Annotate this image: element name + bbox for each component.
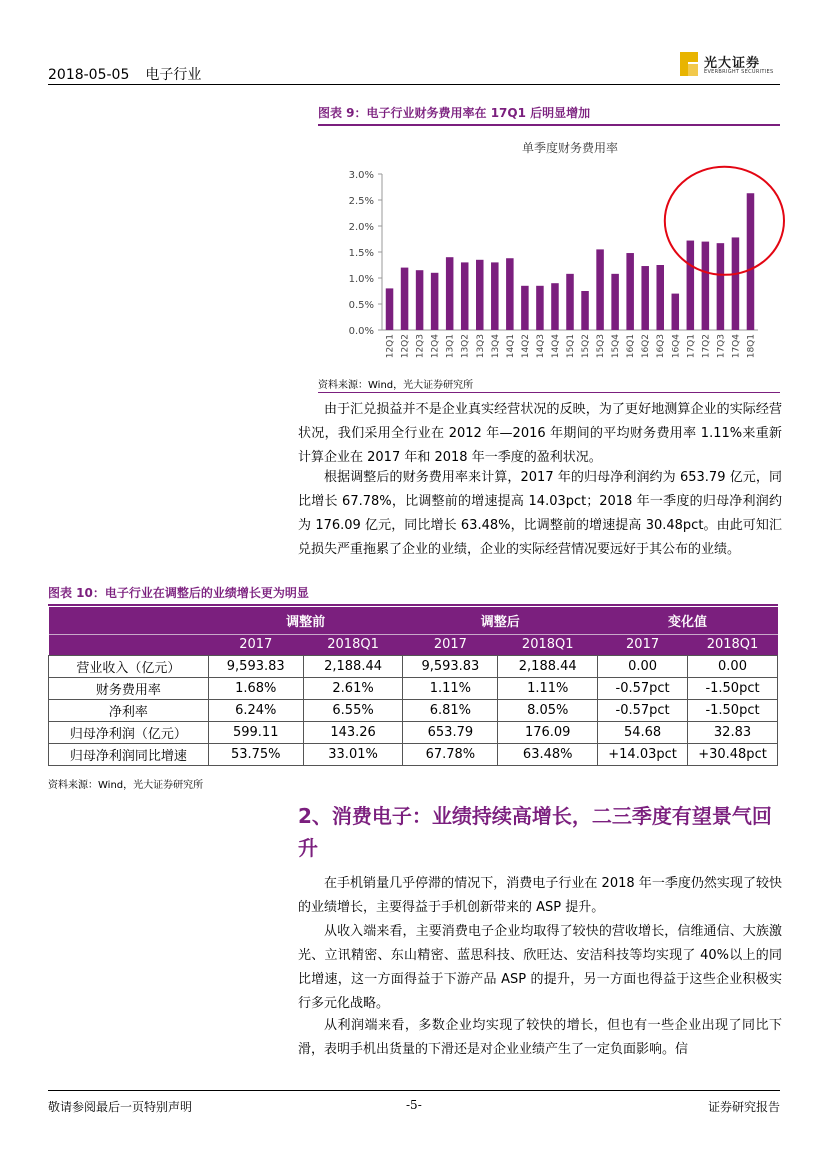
group-header-before: 调整前 <box>208 607 403 634</box>
section-2-title: 2、消费电子：业绩持续高增长，二三季度有望景气回升 <box>298 804 772 860</box>
paragraph-1: 由于汇兑损益并不是企业真实经营状况的反映，为了更好地测算企业的实际经营状况，我们采用全行业在 2012 年—2016 年期间的平均财务费用率 1.11%来重新计算企业在 2017 年和 2018 年一季度的盈利状况。 <box>298 402 782 465</box>
x-tick-label: 14Q3 <box>535 334 546 359</box>
row-label: 归母净利润（亿元） <box>49 721 209 743</box>
bar <box>596 249 604 330</box>
row-label: 财务费用率 <box>49 677 209 699</box>
x-tick-label: 15Q1 <box>566 334 576 359</box>
bar-chart <box>318 130 788 370</box>
table-cell: 1.11% <box>498 677 598 699</box>
paragraph-3: 在手机销量几乎停滞的情况下，消费电子行业在 2018 年一季度仍然实现了较快的业绩增长，主要得益于手机创新带来的 ASP 提升。 <box>298 876 782 915</box>
table-cell: 1.11% <box>403 677 498 699</box>
table-cell: +30.48pct <box>688 743 778 765</box>
figure10-source: 资料来源：Wind，光大证券研究所 <box>48 780 204 791</box>
x-tick-label: 14Q4 <box>550 334 561 359</box>
x-tick-label: 16Q4 <box>671 334 682 359</box>
figure10-table <box>48 607 778 766</box>
bar <box>461 262 469 330</box>
table-cell: 54.68 <box>598 721 688 743</box>
group-header-change: 变化值 <box>598 607 778 634</box>
x-tick-label: 14Q1 <box>505 334 516 359</box>
y-tick-label: 1.0% <box>348 274 374 285</box>
x-tick-label: 13Q1 <box>445 334 456 359</box>
table-cell: 67.78% <box>403 743 498 765</box>
table-corner <box>49 607 209 634</box>
footer-report-type: 证券研究报告 <box>707 1100 780 1114</box>
table-row <box>49 655 778 677</box>
everbright-logo <box>680 50 780 80</box>
x-tick-label: 17Q3 <box>716 334 727 359</box>
table-cell: 1.68% <box>208 677 303 699</box>
table-cell: 2,188.44 <box>303 655 403 677</box>
table-cell: 143.26 <box>303 721 403 743</box>
table-cell: -1.50pct <box>688 677 778 699</box>
table-cell: +14.03pct <box>598 743 688 765</box>
subheader: 2018Q1 <box>688 634 778 655</box>
y-tick-label: 2.0% <box>348 222 374 233</box>
bar <box>566 274 574 330</box>
table-cell: -0.57pct <box>598 677 688 699</box>
table-cell: 0.00 <box>688 655 778 677</box>
bar <box>672 294 680 330</box>
x-tick-label: 12Q2 <box>400 334 411 359</box>
table-row <box>49 699 778 721</box>
y-tick-label: 0.0% <box>348 326 374 337</box>
x-tick-label: 13Q2 <box>460 334 471 359</box>
bar <box>687 241 695 330</box>
table-cell: -0.57pct <box>598 699 688 721</box>
x-tick-label: 17Q1 <box>686 334 697 359</box>
y-tick-label: 2.5% <box>348 196 374 207</box>
logo-cn-text: 光大证券 <box>704 56 761 71</box>
page-header <box>48 42 780 88</box>
logo-en-text: EVERBRIGHT SECURITIES <box>704 69 774 75</box>
table-cell: 8.05% <box>498 699 598 721</box>
bar <box>702 242 710 330</box>
bar <box>491 262 499 330</box>
table-cell: 2.61% <box>303 677 403 699</box>
x-tick-label: 13Q3 <box>475 334 486 359</box>
y-tick-label: 1.5% <box>348 248 374 259</box>
group-header-after: 调整后 <box>403 607 598 634</box>
bar <box>431 273 439 330</box>
x-tick-label: 12Q4 <box>430 334 441 359</box>
table-cell: 653.79 <box>403 721 498 743</box>
x-tick-label: 17Q4 <box>731 334 742 359</box>
row-label: 营业收入（亿元） <box>49 655 209 677</box>
table-cell: 6.81% <box>403 699 498 721</box>
bar <box>386 288 394 330</box>
chart-title: 单季度财务费用率 <box>521 141 619 155</box>
bar <box>656 265 664 330</box>
x-tick-label: 13Q4 <box>490 334 501 359</box>
x-tick-label: 12Q3 <box>415 334 426 359</box>
table-row <box>49 677 778 699</box>
row-label: 净利率 <box>49 699 209 721</box>
table-cell: 0.00 <box>598 655 688 677</box>
paragraph-4: 从收入端来看，主要消费电子企业均取得了较快的营收增长，信维通信、大族激光、立讯精密、东山精密、蓝思科技、欣旺达、安洁科技等均实现了 40%以上的同比增速，这一方面得益于下游产品 ASP 的提升，另一方面也得益于这些企业积极实行多元化战略。 <box>298 924 782 1011</box>
bar <box>476 260 484 330</box>
figure9-source: 资料来源：Wind，光大证券研究所 <box>318 380 474 391</box>
x-tick-label: 15Q2 <box>581 334 592 359</box>
table-cell: -1.50pct <box>688 699 778 721</box>
subheader: 2018Q1 <box>303 634 403 655</box>
footer-rule <box>48 1090 780 1091</box>
page-number: -5- <box>406 1098 422 1112</box>
table-corner-sub <box>49 634 209 655</box>
bar <box>551 283 559 330</box>
report-date: 2018-05-05 <box>48 67 130 83</box>
x-tick-label: 16Q3 <box>656 334 667 359</box>
figure9-chart <box>318 130 788 370</box>
bar <box>446 257 454 330</box>
paragraph-2: 根据调整后的财务费用率来计算，2017 年的归母净利润约为 653.79 亿元，同比增长 67.78%，比调整前的增速提高 14.03pct；2018 年一季度的归母净利润约为 176.09 亿元，同比增长 63.48%，比调整前的增速提高 30.48pct。由此可知汇兑损失严重拖累了企业的业绩，企业的实际经营情况要远好于其公布的业绩。 <box>298 470 782 557</box>
industry-label: 电子行业 <box>145 67 202 83</box>
y-tick-label: 0.5% <box>348 300 374 311</box>
bar <box>401 268 409 330</box>
table-row <box>49 743 778 765</box>
figure10-title: 图表 10：电子行业在调整后的业绩增长更为明显 <box>48 586 309 600</box>
subheader: 2017 <box>598 634 688 655</box>
bar <box>611 274 619 330</box>
header-text <box>48 64 217 84</box>
x-tick-label: 14Q2 <box>520 334 531 359</box>
table-cell: 9,593.83 <box>208 655 303 677</box>
bar <box>626 253 634 330</box>
bar <box>536 286 544 330</box>
x-tick-label: 15Q3 <box>596 334 607 359</box>
highlight-ellipse <box>665 167 784 275</box>
table-cell: 599.11 <box>208 721 303 743</box>
table-row <box>49 721 778 743</box>
table-cell: 2,188.44 <box>498 655 598 677</box>
bar <box>732 237 740 330</box>
figure9-rule <box>318 124 780 126</box>
header-rule <box>48 84 780 85</box>
row-label: 归母净利润同比增速 <box>49 743 209 765</box>
subheader: 2017 <box>208 634 303 655</box>
x-tick-label: 15Q4 <box>611 334 622 359</box>
x-tick-label: 16Q1 <box>626 334 637 359</box>
table-cell: 63.48% <box>498 743 598 765</box>
bar <box>416 270 424 330</box>
x-tick-label: 18Q1 <box>746 334 757 359</box>
table-cell: 53.75% <box>208 743 303 765</box>
y-tick-label: 3.0% <box>348 170 374 181</box>
bar <box>747 193 755 330</box>
paragraph-5: 从利润端来看，多数企业均实现了较快的增长，但也有一些企业出现了同比下滑，表明手机出货量的下滑还是对企业业绩产生了一定负面影响。信 <box>298 1018 782 1057</box>
subheader: 2018Q1 <box>498 634 598 655</box>
logo-mark-icon <box>680 52 698 76</box>
x-tick-label: 16Q2 <box>641 334 652 359</box>
bar <box>581 291 589 330</box>
bar <box>717 243 725 330</box>
table-cell: 33.01% <box>303 743 403 765</box>
figure10-rule <box>48 604 778 606</box>
table-cell: 9,593.83 <box>403 655 498 677</box>
table-cell: 176.09 <box>498 721 598 743</box>
table-cell: 6.55% <box>303 699 403 721</box>
table-cell: 6.24% <box>208 699 303 721</box>
subheader: 2017 <box>403 634 498 655</box>
bar <box>506 258 514 330</box>
bar <box>521 286 529 330</box>
figure9-title: 图表 9：电子行业财务费用率在 17Q1 后明显增加 <box>318 106 591 120</box>
bar <box>641 266 649 330</box>
x-tick-label: 17Q2 <box>701 334 712 359</box>
x-tick-label: 12Q1 <box>385 334 396 359</box>
figure9-bottom-rule <box>318 392 780 393</box>
footer-disclaimer: 敬请参阅最后一页特别声明 <box>48 1100 193 1114</box>
table-cell: 32.83 <box>688 721 778 743</box>
